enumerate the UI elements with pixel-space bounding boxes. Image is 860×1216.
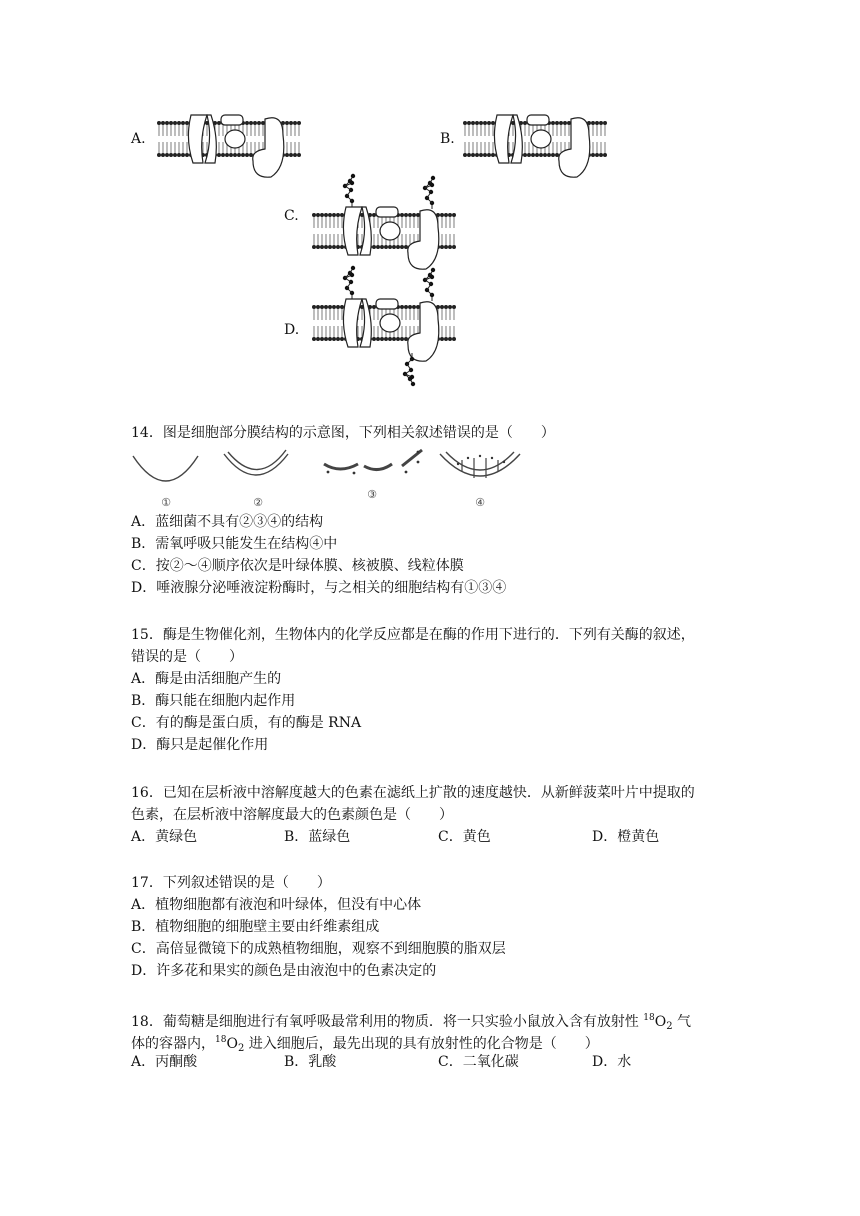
figure-label-a: A. [131, 131, 146, 147]
q18-stem-line1-a: 18．葡萄糖是细胞进行有氧呼吸最常利用的物质．将一只实验小鼠放入含有放射性 [131, 1014, 644, 1030]
figure-label-4: ④ [475, 496, 485, 509]
q17-option-a: A．植物细胞都有液泡和叶绿体，但没有中心体 [131, 897, 422, 913]
figure-label-b: B. [440, 131, 455, 147]
q16-option-c: C．黄色 [438, 829, 491, 845]
q16-stem-line2: 色素，在层析液中溶解度最大的色素颜色是（ ） [131, 807, 453, 823]
q17-option-c: C．高倍显微镜下的成熟植物细胞，观察不到细胞膜的脂双层 [131, 941, 506, 957]
q15-option-b: B．酶只能在细胞内起作用 [131, 693, 296, 709]
q15-stem-line2: 错误的是（ ） [131, 649, 243, 665]
membrane-structures-figure [128, 448, 528, 512]
q18-option-d: D．水 [592, 1054, 632, 1070]
q14-option-b: B．需氧呼吸只能发生在结构④中 [131, 536, 338, 552]
membrane-figure-d [312, 272, 457, 390]
q15-option-d: D．酶只是起催化作用 [131, 737, 269, 753]
q15-stem-line1: 15．酶是生物催化剂，生物体内的化学反应都是在酶的作用下进行的．下列有关酶的叙述， [131, 627, 695, 643]
q16-option-b: B．蓝绿色 [284, 829, 351, 845]
isotope-mass-2: 18 [215, 1035, 227, 1045]
q14-stem: 14．图是细胞部分膜结构的示意图，下列相关叙述错误的是（ ） [131, 425, 555, 441]
q16-option-a: A．黄绿色 [131, 829, 198, 845]
membrane-figure-c [312, 180, 457, 260]
q14-option-c: C．按②～④顺序依次是叶绿体膜、核被膜、线粒体膜 [131, 558, 464, 574]
q14-option-d: D．唾液腺分泌唾液淀粉酶时，与之相关的细胞结构有①③④ [131, 580, 507, 596]
figure-label-c: C. [284, 208, 299, 224]
q15-option-c: C．有的酶是蛋白质，有的酶是 RNA [131, 715, 362, 731]
isotope-subscript-2: 2 [237, 1043, 245, 1054]
membrane-figure-b [463, 113, 608, 168]
q15-option-a: A．酶是由活细胞产生的 [131, 671, 282, 687]
q18-stem-line2 [131, 1030, 599, 1059]
isotope-subscript: 2 [666, 1021, 673, 1032]
isotope-mass: 18 [643, 1013, 655, 1023]
q14-option-a: A．蓝细菌不具有②③④的结构 [131, 514, 324, 530]
q18-option-a: A．丙酮酸 [131, 1054, 198, 1070]
q17-option-d: D．许多花和果实的颜色是由液泡中的色素决定的 [131, 963, 437, 979]
q16-option-d: D．橙黄色 [592, 829, 660, 845]
q18-stem-line1-b: 气 [672, 1014, 692, 1030]
q16-stem-line1: 16．已知在层析液中溶解度越大的色素在滤纸上扩散的速度越快．从新鲜菠菜叶片中提取的 [131, 785, 695, 801]
isotope-element: O [654, 1014, 667, 1030]
figure-label-2: ② [253, 496, 263, 509]
q18-option-b: B．乳酸 [284, 1054, 337, 1070]
isotope-element-2: O [226, 1036, 238, 1052]
figure-label-3: ③ [367, 488, 377, 501]
q18-stem-line2-a: 体的容器内， [131, 1036, 215, 1052]
figure-label-1: ① [161, 496, 171, 509]
figure-label-d: D. [284, 322, 300, 338]
q18-option-c: C．二氧化碳 [438, 1054, 519, 1070]
q17-option-b: B．植物细胞的细胞壁主要由纤维素组成 [131, 919, 380, 935]
membrane-figure-a [157, 113, 302, 168]
q18-stem-line2-b: 进入细胞后，最先出现的具有放射性的化合物是（ ） [244, 1036, 599, 1052]
q17-stem: 17．下列叙述错误的是（ ） [131, 875, 331, 891]
